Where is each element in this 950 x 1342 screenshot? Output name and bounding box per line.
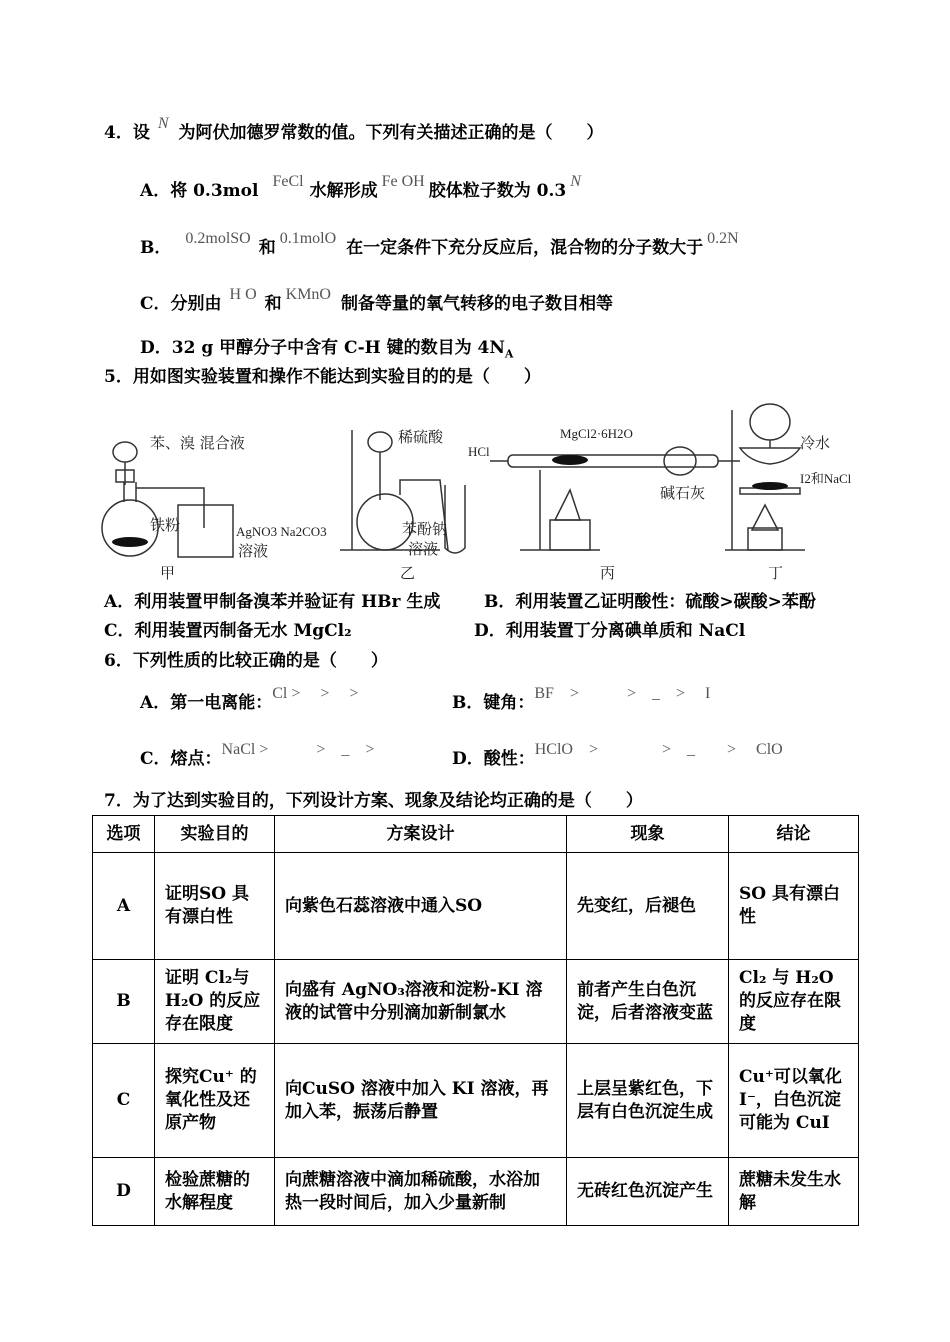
header-purpose: 实验目的 [155, 816, 275, 853]
table-row: D 检验蔗糖的水解程度 向蔗糖溶液中滴加稀硫酸，水浴加热一段时间后，加入少量新制 无砖红色沉淀产生 蔗糖未发生水解 [93, 1158, 859, 1226]
label-soda-lime: 碱石灰 [660, 484, 706, 502]
label-ding: 丁 [768, 564, 784, 582]
jia-beaker [178, 505, 233, 557]
q5-option-d: D．利用装置丁分离碘单质和 NaCl [474, 621, 746, 641]
q6-option-a: A．第一电离能：Cl > > > [140, 685, 359, 713]
q4-stem: 4．设 N 为阿伏加德罗常数的值。下列有关描述正确的是（ ） [104, 115, 604, 143]
q4-option-b: B． 0.2molSO 和 0.1molO 在一定条件下充分反应后，混合物的分子数大于 0.2N [140, 230, 739, 258]
q4-formula: N [157, 115, 169, 132]
table-row: A 证明SO 具有漂白性 向紫色石蕊溶液中通入SO 先变红，后褪色 SO 具有漂白性 [93, 853, 859, 960]
q6-stem: 6．下列性质的比较正确的是（ ） [104, 651, 388, 671]
header-conclusion: 结论 [729, 816, 859, 853]
q5-option-a: A．利用装置甲制备溴苯并验证有 HBr 生成 [104, 592, 441, 612]
yi-funnel [368, 432, 392, 452]
ding-lamp [752, 505, 778, 530]
label-i2-nacl: I2和NaCl [800, 471, 852, 486]
label-phenoxide-solution: 溶液 [408, 540, 439, 558]
yi-test-tube [445, 485, 465, 553]
q5-option-c: C．利用装置丙制备无水 MgCl₂ [104, 621, 352, 641]
bing-tube [508, 455, 718, 467]
ding-flask [750, 404, 790, 440]
q6-option-d: D．酸性：HClO > > _ > ClO [452, 741, 783, 769]
q5-stem: 5．用如图实验装置和操作不能达到实验目的的是（ ） [104, 367, 541, 387]
header-option: 选项 [93, 816, 155, 853]
label-cold-water: 冷水 [800, 434, 831, 452]
label-mgcl2: MgCl2·6H2O [560, 426, 633, 441]
q4-option-d: D．32 g 甲醇分子中含有 C-H 键的数目为 $4N_A$ [140, 338, 514, 361]
q5-option-b: B．利用装置乙证明酸性：硫酸>碳酸>苯酚 [484, 592, 816, 612]
label-dilute-h2so4: 稀硫酸 [398, 428, 444, 446]
header-design: 方案设计 [275, 816, 567, 853]
table-row: C 探究Cu⁺ 的氧化性及还原产物 向CuSO 溶液中加入 KI 溶液，再加入苯，振荡后静置 上层呈紫红色，下层有白色沉淀生成 Cu⁺可以氧化I⁻，白色沉淀可能为 CuI [93, 1044, 859, 1158]
bing-drying-tube [664, 447, 696, 475]
table-header-row [93, 816, 859, 853]
label-agno3-solution: 溶液 [238, 542, 269, 560]
q4-option-c: C．分别由 H O 和 KMnO 制备等量的氧气转移的电子数目相等 [140, 286, 613, 314]
label-hcl: HCl [468, 444, 490, 459]
q6-option-b: B．键角：BF > > _ > I [452, 685, 711, 713]
label-benzene-bromine: 苯、溴 混合液 [150, 434, 245, 452]
table-row: B 证明 Cl₂与H₂O 的反应存在限度 向盛有 AgNO₃溶液和淀粉-KI 溶液的试管中分别滴加新制氯水 前者产生白色沉淀，后者溶液变蓝 Cl₂ 与 H₂O 的反应存在限度 [93, 960, 859, 1044]
label-phenoxide: 苯酚钠 [402, 520, 448, 538]
label-agno3-na2co3: AgNO3 Na2CO3 [236, 524, 327, 539]
bing-lamp [555, 490, 580, 520]
label-yi: 乙 [400, 564, 416, 582]
iodine-solid-icon [752, 482, 788, 490]
q7-table [92, 815, 859, 1226]
jia-funnel [113, 442, 137, 462]
label-iron-powder: 铁粉 [150, 516, 181, 534]
q7-stem: 7．为了达到实验目的，下列设计方案、现象及结论均正确的是（ ） [104, 791, 643, 811]
iron-powder-icon [112, 537, 148, 547]
q6-option-c: C．熔点：NaCl > > _ > [140, 741, 375, 769]
q4-option-a: A．将 0.3mol FeCl 水解形成 Fe OH 胶体粒子数为 0.3 N [140, 173, 581, 201]
label-jia: 甲 [160, 564, 176, 582]
apparatus-figure [100, 400, 860, 580]
label-bing: 丙 [600, 564, 616, 582]
header-phenomenon: 现象 [567, 816, 729, 853]
ding-dish [740, 448, 800, 464]
mgcl2-solid-icon [552, 455, 588, 465]
